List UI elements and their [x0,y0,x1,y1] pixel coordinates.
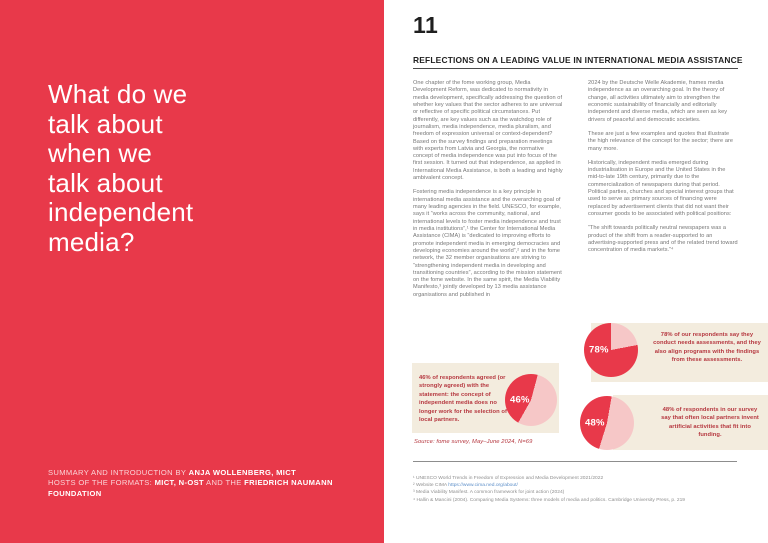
chapter-title-line: talk about [48,167,163,198]
host-names: FOUNDATION [48,488,102,498]
stat-box-48 [613,395,768,450]
paragraph: Fostering media independence is a key principle in international media assistance and the overarching goal of many leading agencies in the field. UNESCO, for example, says it “works across the community, national, and international levels to foster media independence and trust in media institutions”,¹ the Center for International Media Assistance (CIMA) is “dedicated to improving efforts to promote independent media in emerging democracies and developing economies around the world”,² and in the fome network, the 32 member organisations are striving to “strengthening independent media in developing and transitioning countries”, according to the mission statement on the fome website. In the same spirit, the Media Viability Manifesto,³ jointly developed by 13 media assistance organisations and published in [413,189,562,298]
text-column-left [413,80,563,306]
host-names: MICT, N-OST [154,478,204,488]
paragraph: One chapter of the fome working group, Media Development Reform, was dedicated to normativity in media development, specifically addressing the question of whether key values that the sector adheres to are universal or reflective of specific political circumstances. Put differently, are key values such as the watchdog role of journalism, media independence, media pluralism, and freedom of expression universal or context-dependent? Based on the survey findings and preparation meetings with experts from Latvia and Georgia, the normative concept of media independence was put into focus of the first session. It turned out that independence, as applied in International Media Assistance, is both a leading and highly ambivalent concept. [413,80,563,182]
footnote-divider [413,461,737,462]
footnote-2-text: ² Website CIMA [413,483,449,489]
content-page [384,0,768,543]
blockquote: “The shift towards politically neutral newspapers was a product of the shift from a reader-supported to an advertising-supported press and of the related trend toward concentration of media markets.”⁴ [588,225,738,254]
attribution-line [48,468,348,478]
cima-link[interactable]: https://www.cima.ned.org/about/ [448,483,518,489]
attribution-line [48,478,348,488]
pie-chart-46 [505,374,557,426]
pie-percentage-label: 78% [589,344,609,356]
chart-source-note: Source: fome survey, May–June 2024, N=69 [414,439,533,445]
stat-caption-46: 46% of respondents agreed (or strongly agreed) with the statement: the concept of independent media does no longer work for the selection of local partners. [419,375,507,423]
attribution-text: AND THE [204,478,245,488]
chapter-title-line: talk about [48,108,163,139]
footnote-2 [413,482,753,489]
section-heading: REFLECTIONS ON A LEADING VALUE IN INTERNATIONAL MEDIA ASSISTANCE [413,55,743,65]
text-column-right [588,80,738,306]
page-number: 11 [413,12,439,38]
attribution-text: SUMMARY AND INTRODUCTION BY [48,468,189,477]
chapter-title [48,80,193,257]
footnote-4: ⁴ Hallin & Mancini (2004). Comparing Media Systems: three models of media and politics. Cambridge University Press, p. 219 [413,497,686,503]
pie-chart-48 [580,396,634,450]
pie-percentage-label: 48% [585,417,605,429]
stat-caption-78: 78% of our respondents say they conduct needs assessments, and they also align programs with the findings from these assessments. [653,332,761,364]
host-names: FRIEDRICH NAUMANN [244,478,333,488]
paragraph: These are just a few examples and quotes that illustrate the high relevance of the concept for the sector; there are many more. [588,130,734,152]
author-name: ANJA WOLLENBERG, MICT [188,468,297,477]
pie-percentage-label: 46% [510,394,530,406]
attribution-line [48,489,348,499]
author-attribution [48,468,348,499]
footnote-1: ¹ UNESCO World Trends in Freedom of Expression and Media Development 2021/2022 [413,476,604,481]
footnote-3: ³ Media Viability Manifest. A common framework for joint action (2024) [413,490,565,496]
chapter-title-line: independent [48,197,194,227]
chapter-title-line: media? [48,226,135,257]
article-body [413,80,738,306]
chapter-title-line: What do we [48,79,188,109]
stat-caption-48: 48% of respondents in our survey say that often local partners invent artificial activities that fit into funding. [661,407,759,439]
attribution-text: HOSTS OF THE FORMATS: [48,478,155,488]
paragraph: Historically, independent media emerged during industrialisation in Europe and the United States in the mid-to-late 19th century, primarily due to the commercialization of newspapers during that period. Political parties, churches and special interest groups that used to serve as primary sources of financing were replaced by advertisement clients that did not want their consumer goods to be associated with political positions: [588,159,734,217]
heading-divider [413,68,738,69]
chapter-title-line: when we [48,138,153,168]
pie-chart-78 [584,323,638,377]
footnotes [413,475,753,504]
paragraph: 2024 by the Deutsche Welle Akademie, frames media independence as an overarching goal. In the theory of change, all activities ultimately aim to strengthen the economic sustainability of financially and editorially independent and diverse media, which are seen as key drivers of peaceful and democratic societies. [588,80,728,123]
